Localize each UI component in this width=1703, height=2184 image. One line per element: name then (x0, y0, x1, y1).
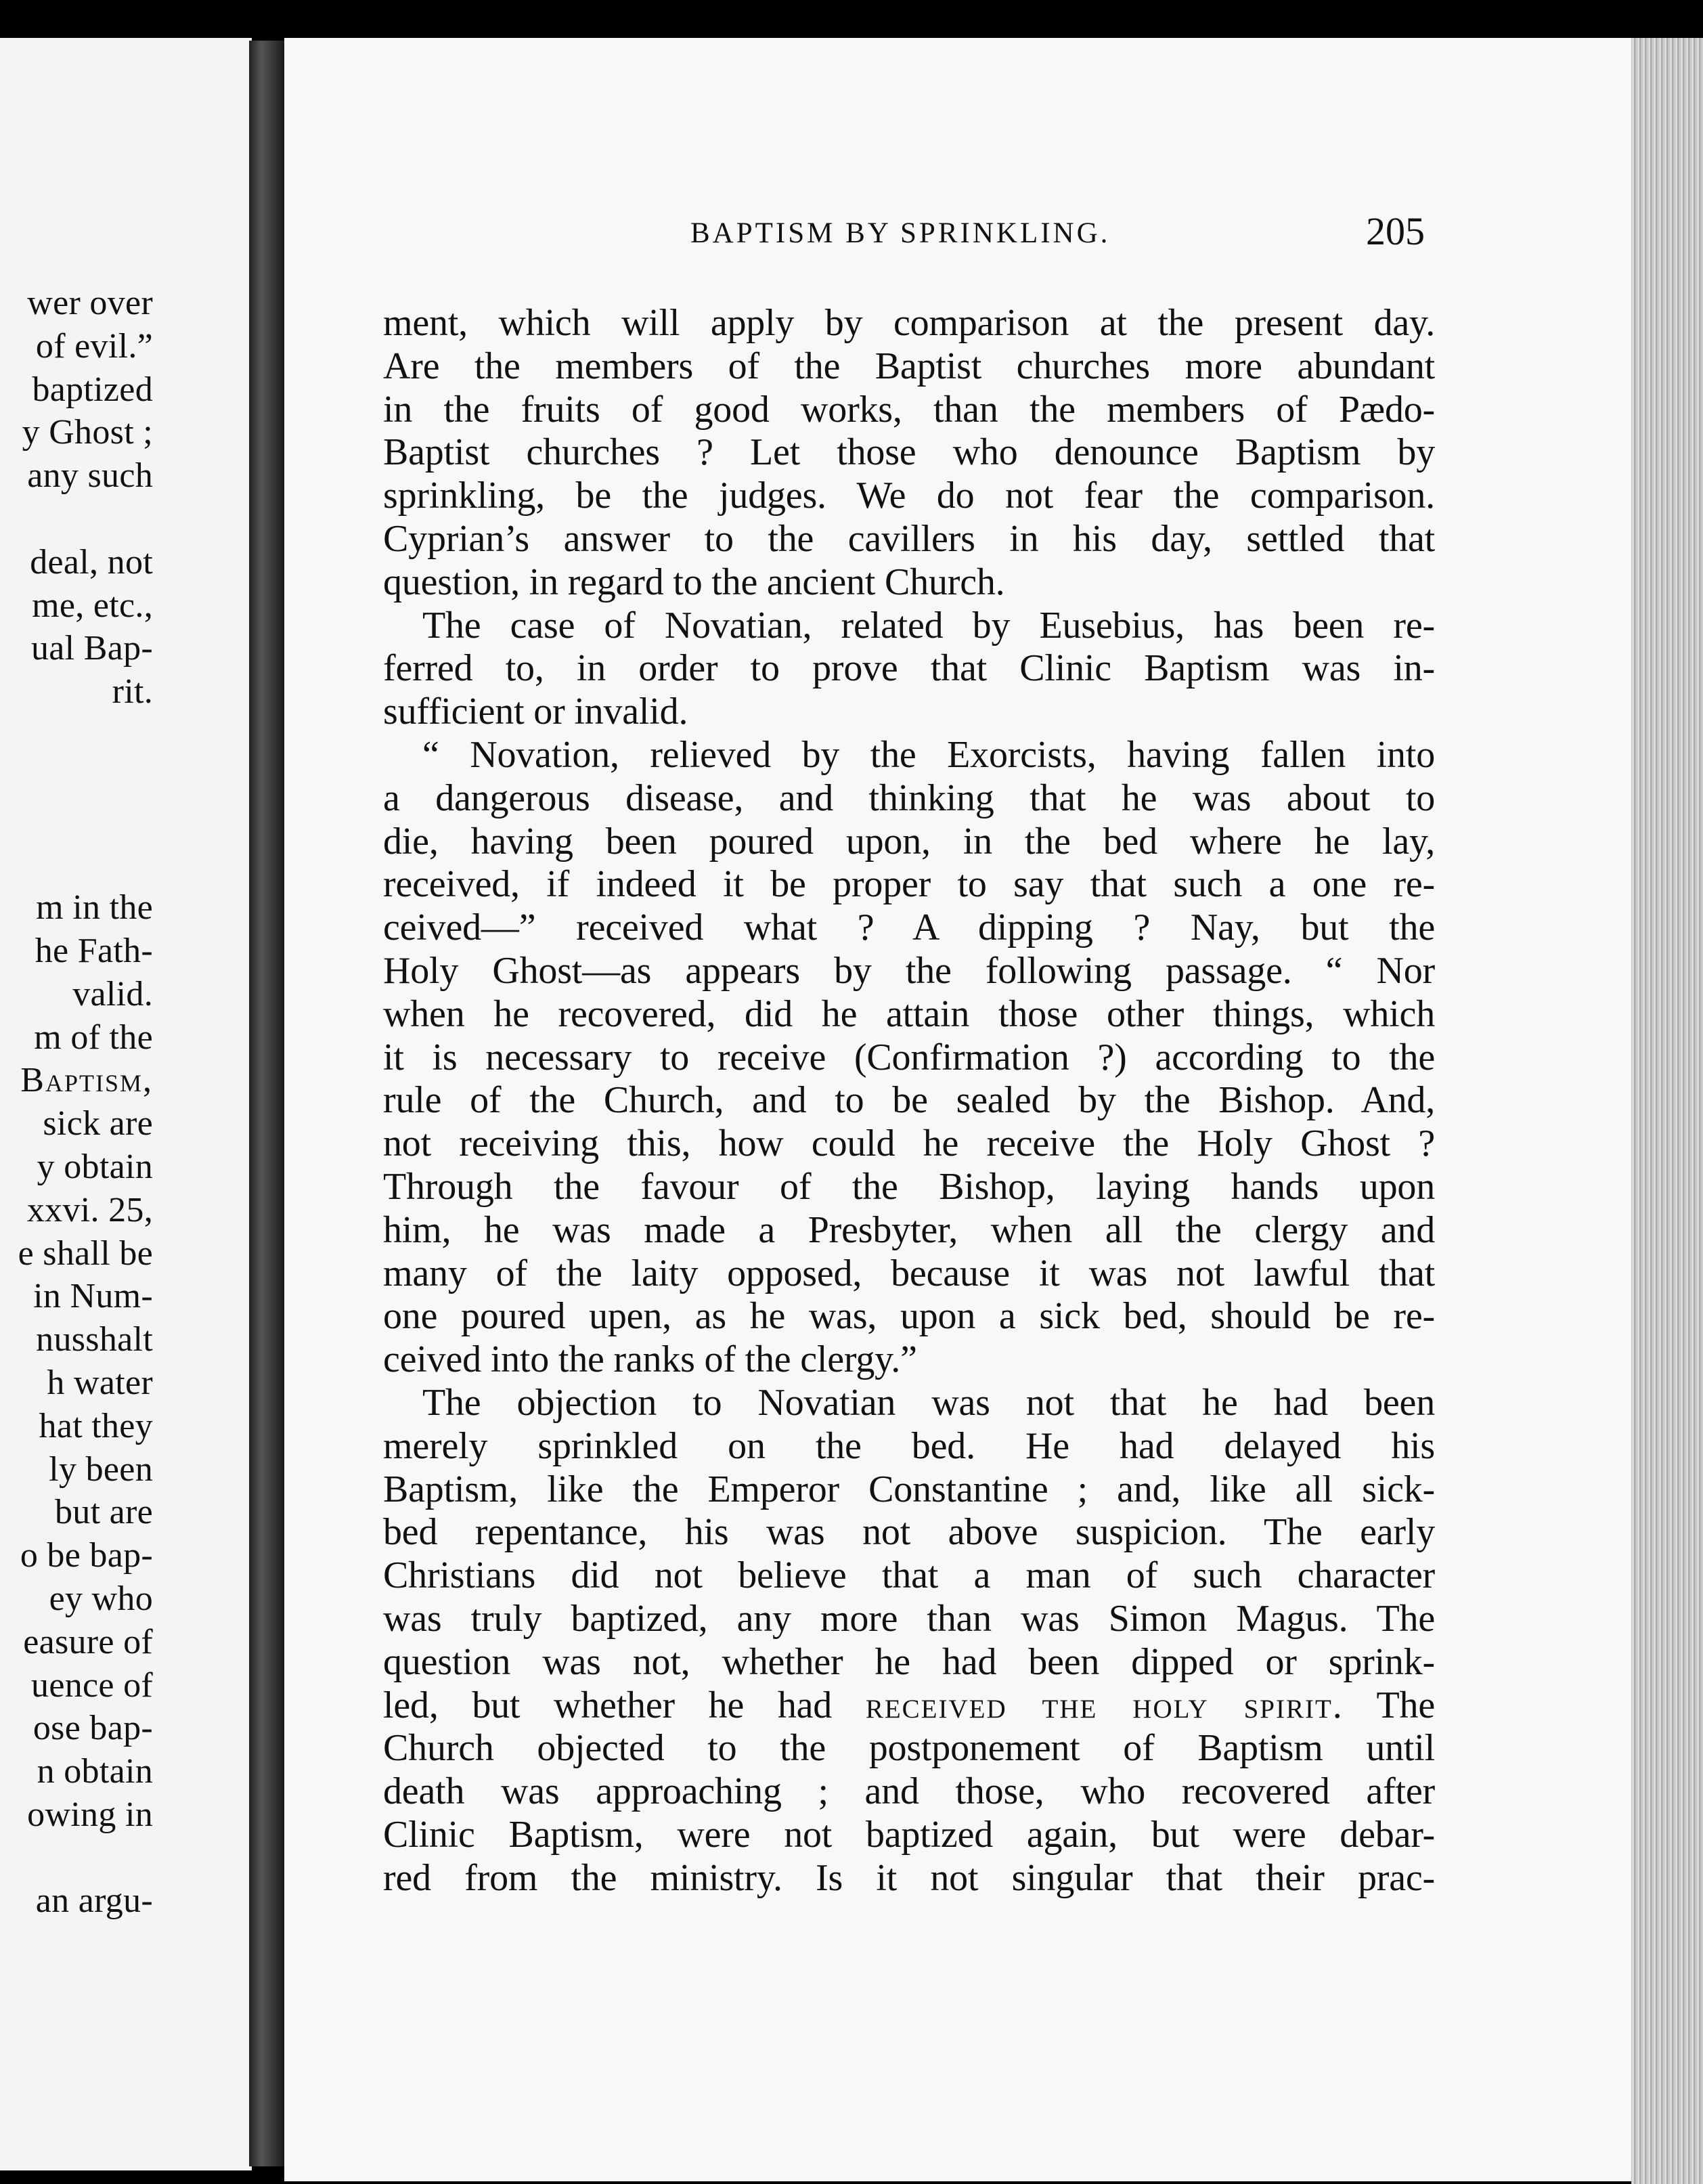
left-page-line: me, etc., (32, 586, 153, 625)
text-line: led, but whether he had received the holy spirit. The (383, 1684, 1435, 1726)
text-line: it is necessary to receive (Confirmation ?) according to the (383, 1036, 1435, 1078)
left-page-line: ual Bap- (30, 629, 153, 668)
text-line: “ Novation, relieved by the Exorcists, having fallen into (422, 733, 1435, 776)
left-page-line: but are (54, 1493, 153, 1532)
text-line: Holy Ghost—as appears by the following passage. “ Nor (383, 949, 1435, 992)
left-page-line (0, 843, 252, 886)
text-line: bed repentance, his was not above suspicion. The early (383, 1511, 1435, 1554)
text-line: The case of Novatian, related by Eusebius, has been re- (422, 604, 1435, 647)
text-line: die, having been poured upon, in the bed where he lay, (383, 820, 1435, 862)
left-page (0, 38, 252, 2170)
left-page-line: rit. (112, 672, 153, 712)
text-line: was truly baptized, any more than was Simon Magus. The (383, 1597, 1435, 1640)
body-text (383, 302, 1435, 1900)
left-page-line (0, 757, 252, 800)
left-page-line: owing in (27, 1795, 153, 1834)
left-page-line: uence of (31, 1665, 153, 1705)
left-page-text (0, 282, 252, 1923)
left-page-line: e shall be (18, 1233, 153, 1273)
left-page-line: Baptism, (20, 1061, 153, 1100)
text-line: rule of the Church, and to be sealed by the Bishop. And, (383, 1079, 1435, 1122)
left-page-line: y obtain (37, 1147, 153, 1186)
left-page-line: ey who (49, 1579, 153, 1618)
left-page-line: any such (27, 456, 153, 496)
left-page-line: m in the (36, 888, 153, 927)
left-page-line: nusshalt (36, 1320, 153, 1359)
page-edges (1631, 38, 1703, 2184)
book-gutter (249, 41, 284, 2166)
text-line: Church objected to the postponement of Baptism until (383, 1727, 1435, 1770)
text-line: ceived into the ranks of the clergy.” (383, 1338, 917, 1381)
text-line: not receiving this, how could he receive the Holy Ghost ? (383, 1122, 1435, 1165)
left-page-line: m of the (34, 1018, 153, 1057)
page-number: 205 (1366, 209, 1425, 253)
left-page-line: baptized (32, 370, 153, 409)
text-line: one poured upen, as he was, upon a sick bed, should be re- (383, 1295, 1435, 1338)
text-line: ferred to, in order to prove that Clinic Baptism was in- (383, 647, 1435, 690)
left-page-line: easure of (23, 1622, 153, 1661)
text-line: ment, which will apply by comparison at the present day. (383, 302, 1435, 344)
text-line: him, he was made a Presbyter, when all the clergy and (383, 1208, 1435, 1251)
text-line: question, in regard to the ancient Church. (383, 561, 1005, 603)
text-line: ceived—” received what ? A dipping ? Nay, but the (383, 907, 1435, 949)
text-line: sufficient or invalid. (383, 691, 688, 733)
text-line: merely sprinkled on the bed. He had delayed his (383, 1424, 1435, 1467)
text-line: Are the members of the Baptist churches more abundant (383, 345, 1435, 387)
text-line: received, if indeed it be proper to say that such a one re- (383, 863, 1435, 906)
text-line: Christians did not believe that a man of such character (383, 1554, 1435, 1597)
left-page-line: deal, not (30, 542, 153, 582)
text-line: death was approaching ; and those, who recovered after (383, 1770, 1435, 1813)
text-line: a dangerous disease, and thinking that he was about to (383, 777, 1435, 819)
text-line: sprinkling, be the judges. We do not fear the comparison. (383, 475, 1435, 517)
left-page-line: wer over (27, 284, 153, 322)
left-page-line (0, 1837, 252, 1880)
left-page-line: hat they (39, 1406, 153, 1445)
left-page-line: xxvi. 25, (26, 1190, 153, 1229)
text-line: Baptist churches ? Let those who denounce Baptism by (383, 431, 1435, 474)
left-page-line (0, 498, 252, 541)
left-page-line: of evil.” (35, 326, 153, 366)
left-page-line: valid. (72, 974, 153, 1013)
text-line: red from the ministry. Is it not singular that their prac- (383, 1856, 1435, 1899)
running-head: BAPTISM BY SPRINKLING. (690, 217, 1111, 249)
left-page-line (0, 714, 252, 757)
left-page-line: h water (47, 1363, 153, 1402)
left-page-line (0, 800, 252, 844)
left-page-line: o be bap- (20, 1536, 153, 1575)
left-page-line: he Fath- (35, 931, 153, 970)
text-line: Through the favour of the Bishop, laying hands upon (383, 1165, 1435, 1208)
text-line: many of the laity opposed, because it was not lawful that (383, 1252, 1435, 1294)
text-line: when he recovered, did he attain those other things, which (383, 992, 1435, 1035)
left-page-line: an argu- (35, 1881, 153, 1921)
text-line: The objection to Novatian was not that he had been (422, 1381, 1435, 1424)
left-page-line: n obtain (37, 1752, 153, 1791)
text-line: Cyprian’s answer to the cavillers in his day, settled that (383, 517, 1435, 560)
left-page-line: ly been (49, 1449, 153, 1489)
left-page-line: in Num- (33, 1277, 153, 1316)
text-line: Clinic Baptism, were not baptized again, but were debar- (383, 1813, 1435, 1856)
left-page-line: sick are (43, 1104, 153, 1143)
text-line: in the fruits of good works, than the members of Pædo- (383, 388, 1435, 431)
left-page-line: ose bap- (32, 1709, 153, 1748)
small-caps-phrase: received the holy spirit. (865, 1684, 1344, 1726)
left-page-line: y Ghost ; (22, 413, 153, 452)
text-line: question was not, whether he had been dipped or sprink- (383, 1640, 1435, 1683)
text-line: Baptism, like the Emperor Constantine ; and, like all sick- (383, 1468, 1435, 1510)
